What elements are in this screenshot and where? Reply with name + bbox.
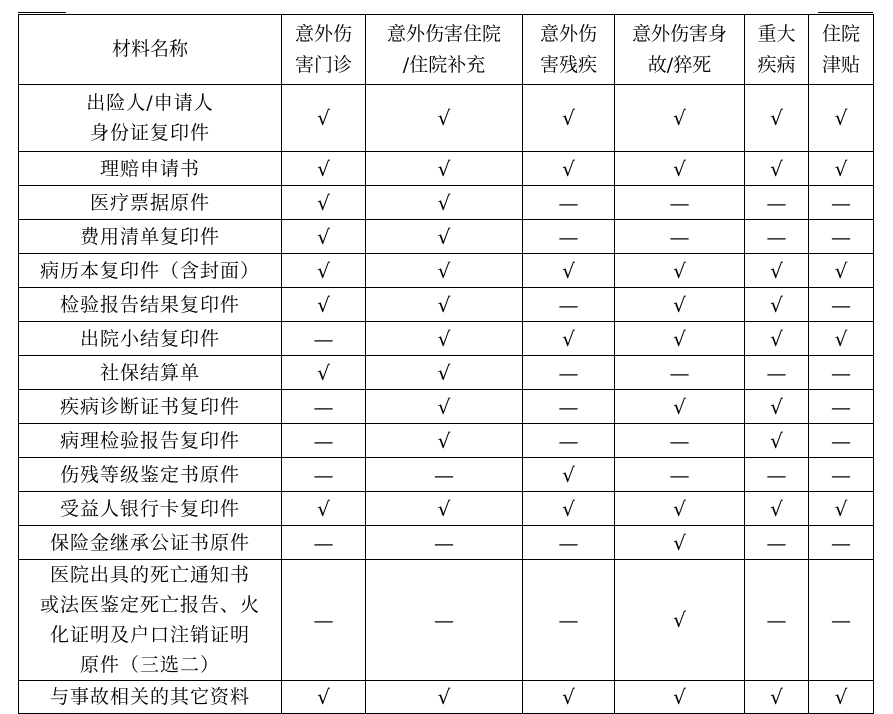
claim-materials-table: [18, 14, 874, 714]
mark-cell: √: [366, 288, 523, 322]
material-cell: 检验报告结果复印件: [19, 288, 282, 322]
mark-cell: —: [809, 526, 874, 560]
mark-cell: √: [282, 492, 366, 526]
table-row: [19, 356, 874, 390]
mark-cell: —: [523, 424, 615, 458]
mark-cell: —: [366, 560, 523, 681]
mark-cell: —: [523, 186, 615, 220]
mark-cell: √: [615, 526, 745, 560]
top-edge-mark-left: [18, 12, 66, 13]
mark-cell: —: [282, 390, 366, 424]
table-row: [19, 526, 874, 560]
table-row: [19, 560, 874, 681]
table-row: [19, 681, 874, 714]
material-cell: 病历本复印件（含封面）: [19, 254, 282, 288]
table-row: [19, 85, 874, 152]
mark-cell: √: [745, 288, 809, 322]
material-cell: 伤残等级鉴定书原件: [19, 458, 282, 492]
material-cell: 疾病诊断证书复印件: [19, 390, 282, 424]
mark-cell: √: [523, 458, 615, 492]
mark-cell: —: [523, 356, 615, 390]
header-accident-inpatient: 意外伤害住院 /住院补充: [366, 15, 523, 85]
mark-cell: √: [615, 560, 745, 681]
material-cell: 病理检验报告复印件: [19, 424, 282, 458]
table-row: [19, 220, 874, 254]
mark-cell: —: [282, 424, 366, 458]
mark-cell: —: [282, 526, 366, 560]
mark-cell: √: [282, 681, 366, 714]
table-row: [19, 492, 874, 526]
mark-cell: √: [745, 254, 809, 288]
mark-cell: —: [523, 560, 615, 681]
table-row: [19, 152, 874, 186]
material-cell: 与事故相关的其它资料: [19, 681, 282, 714]
header-critical-illness: 重大 疾病: [745, 15, 809, 85]
mark-cell: —: [809, 560, 874, 681]
header-accident-outpatient: 意外伤 害门诊: [282, 15, 366, 85]
mark-cell: √: [523, 152, 615, 186]
table-body: [19, 85, 874, 714]
mark-cell: —: [282, 458, 366, 492]
mark-cell: √: [366, 254, 523, 288]
mark-cell: √: [523, 492, 615, 526]
mark-cell: √: [615, 85, 745, 152]
mark-cell: √: [282, 85, 366, 152]
mark-cell: √: [282, 220, 366, 254]
mark-cell: √: [809, 85, 874, 152]
mark-cell: —: [615, 356, 745, 390]
mark-cell: √: [809, 492, 874, 526]
mark-cell: √: [282, 254, 366, 288]
table-header: [19, 15, 874, 85]
mark-cell: √: [366, 152, 523, 186]
header-material-name: 材料名称: [19, 15, 282, 85]
top-edge-mark-right: [818, 12, 873, 13]
mark-cell: —: [615, 186, 745, 220]
mark-cell: √: [366, 424, 523, 458]
material-cell: 社保结算单: [19, 356, 282, 390]
mark-cell: —: [366, 458, 523, 492]
mark-cell: —: [809, 288, 874, 322]
mark-cell: √: [366, 492, 523, 526]
table-row: [19, 186, 874, 220]
header-row: [19, 15, 874, 85]
mark-cell: —: [615, 458, 745, 492]
mark-cell: √: [366, 186, 523, 220]
mark-cell: —: [809, 390, 874, 424]
mark-cell: √: [523, 254, 615, 288]
material-cell: 理赔申请书: [19, 152, 282, 186]
mark-cell: √: [523, 85, 615, 152]
mark-cell: —: [282, 322, 366, 356]
mark-cell: —: [366, 526, 523, 560]
mark-cell: √: [615, 492, 745, 526]
material-cell: 医院出具的死亡通知书 或法医鉴定死亡报告、火 化证明及户口注销证明 原件（三选二）: [19, 560, 282, 681]
mark-cell: —: [809, 458, 874, 492]
mark-cell: √: [809, 152, 874, 186]
mark-cell: √: [366, 85, 523, 152]
material-cell: 保险金继承公证书原件: [19, 526, 282, 560]
mark-cell: √: [745, 152, 809, 186]
mark-cell: √: [745, 681, 809, 714]
material-cell: 出院小结复印件: [19, 322, 282, 356]
mark-cell: —: [809, 424, 874, 458]
mark-cell: √: [366, 681, 523, 714]
mark-cell: √: [615, 322, 745, 356]
mark-cell: —: [745, 526, 809, 560]
mark-cell: √: [523, 681, 615, 714]
mark-cell: —: [282, 560, 366, 681]
top-edge-marks: [0, 0, 893, 14]
mark-cell: √: [745, 424, 809, 458]
material-cell: 费用清单复印件: [19, 220, 282, 254]
mark-cell: √: [745, 85, 809, 152]
mark-cell: —: [809, 220, 874, 254]
mark-cell: √: [282, 356, 366, 390]
mark-cell: √: [615, 390, 745, 424]
mark-cell: —: [745, 560, 809, 681]
mark-cell: √: [615, 254, 745, 288]
mark-cell: √: [282, 288, 366, 322]
mark-cell: √: [366, 390, 523, 424]
mark-cell: √: [745, 492, 809, 526]
table-row: [19, 458, 874, 492]
mark-cell: —: [745, 220, 809, 254]
mark-cell: —: [809, 186, 874, 220]
table-row: [19, 390, 874, 424]
mark-cell: √: [282, 186, 366, 220]
mark-cell: √: [615, 152, 745, 186]
mark-cell: —: [615, 220, 745, 254]
material-cell: 受益人银行卡复印件: [19, 492, 282, 526]
mark-cell: —: [523, 390, 615, 424]
material-cell: 出险人/申请人 身份证复印件: [19, 85, 282, 152]
mark-cell: √: [809, 254, 874, 288]
header-accident-disability: 意外伤 害残疾: [523, 15, 615, 85]
mark-cell: —: [523, 220, 615, 254]
header-hospital-allowance: 住院 津贴: [809, 15, 874, 85]
mark-cell: √: [745, 322, 809, 356]
mark-cell: —: [615, 424, 745, 458]
mark-cell: —: [745, 356, 809, 390]
table-row: [19, 288, 874, 322]
mark-cell: √: [615, 288, 745, 322]
mark-cell: √: [809, 681, 874, 714]
mark-cell: √: [523, 322, 615, 356]
table-row: [19, 322, 874, 356]
mark-cell: —: [745, 186, 809, 220]
mark-cell: √: [366, 322, 523, 356]
mark-cell: √: [282, 152, 366, 186]
mark-cell: —: [745, 458, 809, 492]
mark-cell: —: [809, 356, 874, 390]
table-row: [19, 424, 874, 458]
material-cell: 医疗票据原件: [19, 186, 282, 220]
table-row: [19, 254, 874, 288]
mark-cell: √: [809, 322, 874, 356]
mark-cell: √: [615, 681, 745, 714]
mark-cell: √: [366, 220, 523, 254]
mark-cell: —: [523, 288, 615, 322]
mark-cell: √: [366, 356, 523, 390]
mark-cell: —: [523, 526, 615, 560]
mark-cell: √: [745, 390, 809, 424]
header-accident-death: 意外伤害身 故/猝死: [615, 15, 745, 85]
